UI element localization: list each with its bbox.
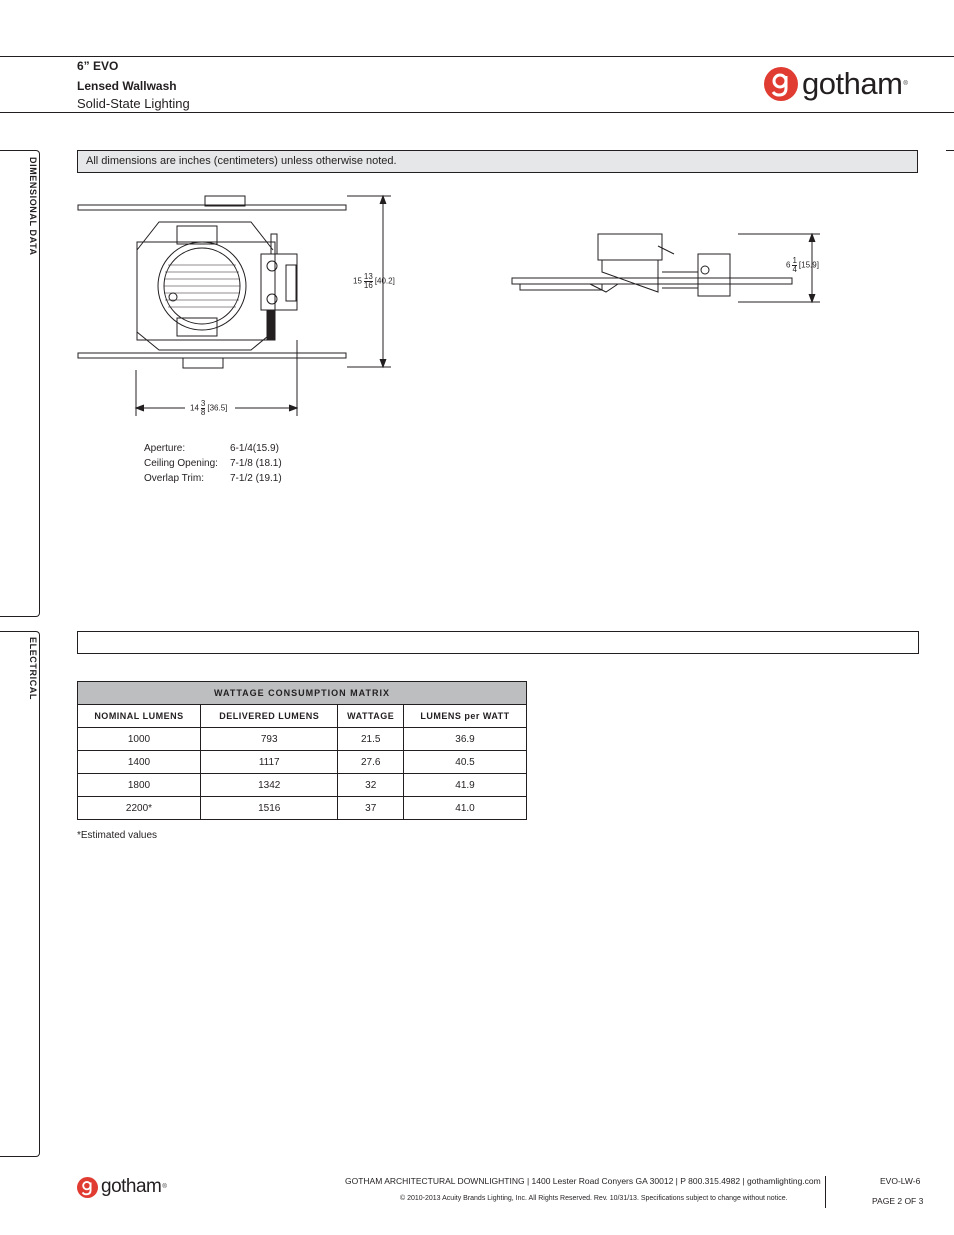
width-metric: [36.5] [207,403,228,413]
spec-label: Ceiling Opening: [144,458,218,469]
spec-label: Aperture: [144,443,186,454]
width-num: 3 [200,399,206,408]
spec-row [144,457,282,470]
table-cell: 1400 [78,751,201,774]
width-dimension-label [190,400,227,417]
header-subtitle: Solid-State Lighting [77,96,190,111]
table-row [78,751,527,774]
col-wattage: WATTAGE [338,705,404,728]
edge-tick [946,150,954,151]
spec-row [144,442,282,455]
header-logo [764,66,908,102]
height-den: 16 [363,281,373,290]
height-num: 13 [363,272,373,281]
table-cell: 1800 [78,774,201,797]
col-delivered-lumens: DELIVERED LUMENS [200,705,337,728]
tab-dimensional-label: DIMENSIONAL DATA [28,157,38,256]
header-product: Lensed Wallwash [77,79,177,93]
width-whole: 14 [190,403,199,413]
wattage-table-title: WATTAGE CONSUMPTION MATRIX [78,682,527,705]
gotham-logo-icon [764,67,798,101]
table-cell: 793 [200,728,337,751]
side-view-drawing [508,228,828,308]
header-bottom-rule [0,112,954,113]
height-metric: [40.2] [374,276,395,286]
height-dimension-label [353,273,395,290]
footer-page-number: PAGE 2 OF 3 [872,1196,924,1206]
table-row [78,797,527,820]
footer-copyright: © 2010-2013 Acuity Brands Lighting, Inc. All Rights Reserved. Rev. 10/31/13. Specifications subject to change without notice. [400,1195,788,1202]
col-lumens-per-watt: LUMENS per WATT [404,705,527,728]
header-model: 6” EVO [77,59,119,73]
side-height-den: 4 [792,265,797,274]
spec-value: 6-1/4(15.9) [230,443,279,454]
table-cell: 1000 [78,728,201,751]
electrical-section-bar [77,631,919,654]
table-cell: 21.5 [338,728,404,751]
table-cell: 41.0 [404,797,527,820]
wattage-table [77,681,527,820]
logo-wordmark: gotham [802,66,903,101]
side-height-dimension-label [786,257,819,274]
table-cell: 1342 [200,774,337,797]
side-height-whole: 6 [786,260,791,270]
tab-electrical [0,631,40,1157]
spec-label: Overlap Trim: [144,473,205,484]
table-cell: 32 [338,774,404,797]
side-height-metric: [15.9] [798,260,819,270]
footer-address: GOTHAM ARCHITECTURAL DOWNLIGHTING | 1400 Lester Road Conyers GA 30012 | P 800.315.4982 | gothamlighting.com [345,1176,821,1186]
col-nominal-lumens: NOMINAL LUMENS [78,705,201,728]
table-row [78,774,527,797]
spec-value: 7-1/2 (19.1) [230,473,282,484]
table-cell: 1516 [200,797,337,820]
spec-row [144,472,282,485]
logo-registered-mark: ® [903,81,908,87]
table-cell: 41.9 [404,774,527,797]
table-cell: 1117 [200,751,337,774]
table-cell: 37 [338,797,404,820]
footer-logo [77,1176,167,1198]
tab-electrical-label: ELECTRICAL [28,637,38,700]
footer-doc-code: EVO-LW-6 [880,1176,921,1186]
table-cell: 40.5 [404,751,527,774]
side-height-num: 1 [792,256,797,265]
footer-divider [825,1176,826,1208]
table-cell: 2200* [78,797,201,820]
table-cell: 36.9 [404,728,527,751]
aperture-specs [142,440,284,487]
gotham-logo-icon [77,1177,98,1198]
table-footnote: *Estimated values [77,830,158,841]
footer-logo-registered-mark: ® [162,1184,167,1190]
height-whole: 15 [353,276,362,286]
dimensions-note-bar: All dimensions are inches (centimeters) unless otherwise noted. [77,150,918,173]
table-cell: 27.6 [338,751,404,774]
spec-value: 7-1/8 (18.1) [230,458,282,469]
table-row [78,728,527,751]
header-top-rule [0,56,954,57]
footer-logo-wordmark: gotham [101,1176,162,1197]
width-den: 8 [200,408,206,417]
top-view-drawing [75,190,405,420]
